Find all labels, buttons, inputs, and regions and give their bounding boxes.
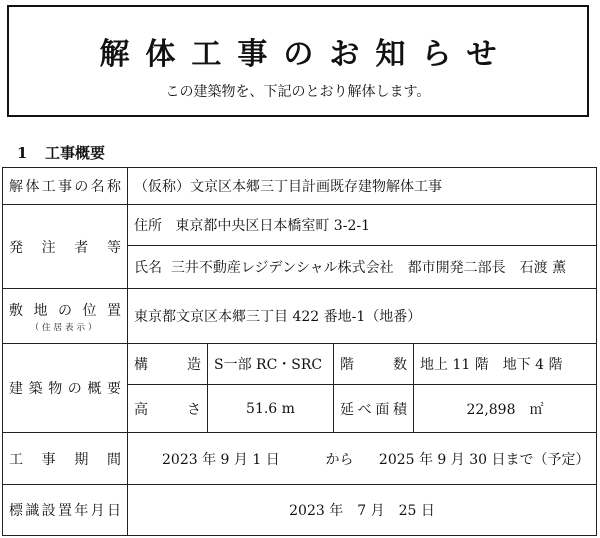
section-title: 工事概要 bbox=[45, 144, 106, 162]
period-start: 2023 年 9 月 1 日 bbox=[162, 451, 280, 468]
client-name-label: 氏名 bbox=[134, 260, 162, 277]
site-value: 東京都文京区本郷三丁目 422 番地-1（地番） bbox=[128, 289, 597, 344]
building-label: 建築物の概要 bbox=[3, 343, 128, 432]
site-label-cell bbox=[3, 289, 128, 344]
site-label: 敷地の位置 bbox=[9, 302, 121, 319]
client-address-label: 住所 bbox=[134, 218, 162, 235]
height-value: 51.6 m bbox=[208, 385, 334, 433]
floors-label: 階数 bbox=[334, 343, 414, 384]
client-name-value: 三井不動産レジデンシャル株式会社 都市開発二部長 石渡 薫 bbox=[170, 260, 567, 277]
period-label: 工事期間 bbox=[3, 432, 128, 485]
period-end: 2025 年 9 月 30 日まで（予定） bbox=[378, 451, 590, 468]
site-label-note: （住居表示） bbox=[30, 322, 100, 333]
area-value: 22,898 ㎡ bbox=[414, 385, 597, 433]
structure-value: S一部 RC・SRC bbox=[208, 343, 334, 384]
notice-subtitle: この建築物を、下記のとおり解体します。 bbox=[165, 84, 431, 100]
row-period bbox=[3, 432, 597, 485]
period-from: から bbox=[325, 451, 354, 468]
sign-date-label: 標識設置年月日 bbox=[3, 485, 128, 536]
area-label: 延べ面積 bbox=[334, 385, 414, 433]
structure-label: 構造 bbox=[128, 343, 208, 384]
client-address-cell bbox=[128, 205, 597, 245]
row-project-name bbox=[3, 168, 597, 205]
row-site bbox=[3, 289, 597, 344]
notice-title: 解体工事のお知らせ bbox=[99, 37, 513, 72]
period-cell bbox=[128, 432, 597, 485]
project-info-table bbox=[2, 167, 597, 536]
sign-date-value: 2023 年 7 月 25 日 bbox=[128, 485, 597, 536]
project-name-label: 解体工事の名称 bbox=[3, 168, 128, 205]
notice-header-box bbox=[7, 5, 589, 117]
section-heading bbox=[17, 142, 105, 163]
floors-value: 地上 11 階 地下 4 階 bbox=[414, 343, 597, 384]
row-sign-date bbox=[3, 485, 597, 536]
row-building-structure bbox=[3, 343, 597, 384]
section-number: 1 bbox=[17, 144, 28, 162]
height-label: 高さ bbox=[128, 385, 208, 433]
client-label: 発注者等 bbox=[3, 205, 128, 289]
project-name-value: （仮称）文京区本郷三丁目計画既存建物解体工事 bbox=[128, 168, 597, 205]
row-client-address bbox=[3, 205, 597, 245]
client-address-value: 東京都中央区日本橋室町 3-2-1 bbox=[175, 218, 370, 235]
client-name-cell bbox=[128, 245, 597, 288]
